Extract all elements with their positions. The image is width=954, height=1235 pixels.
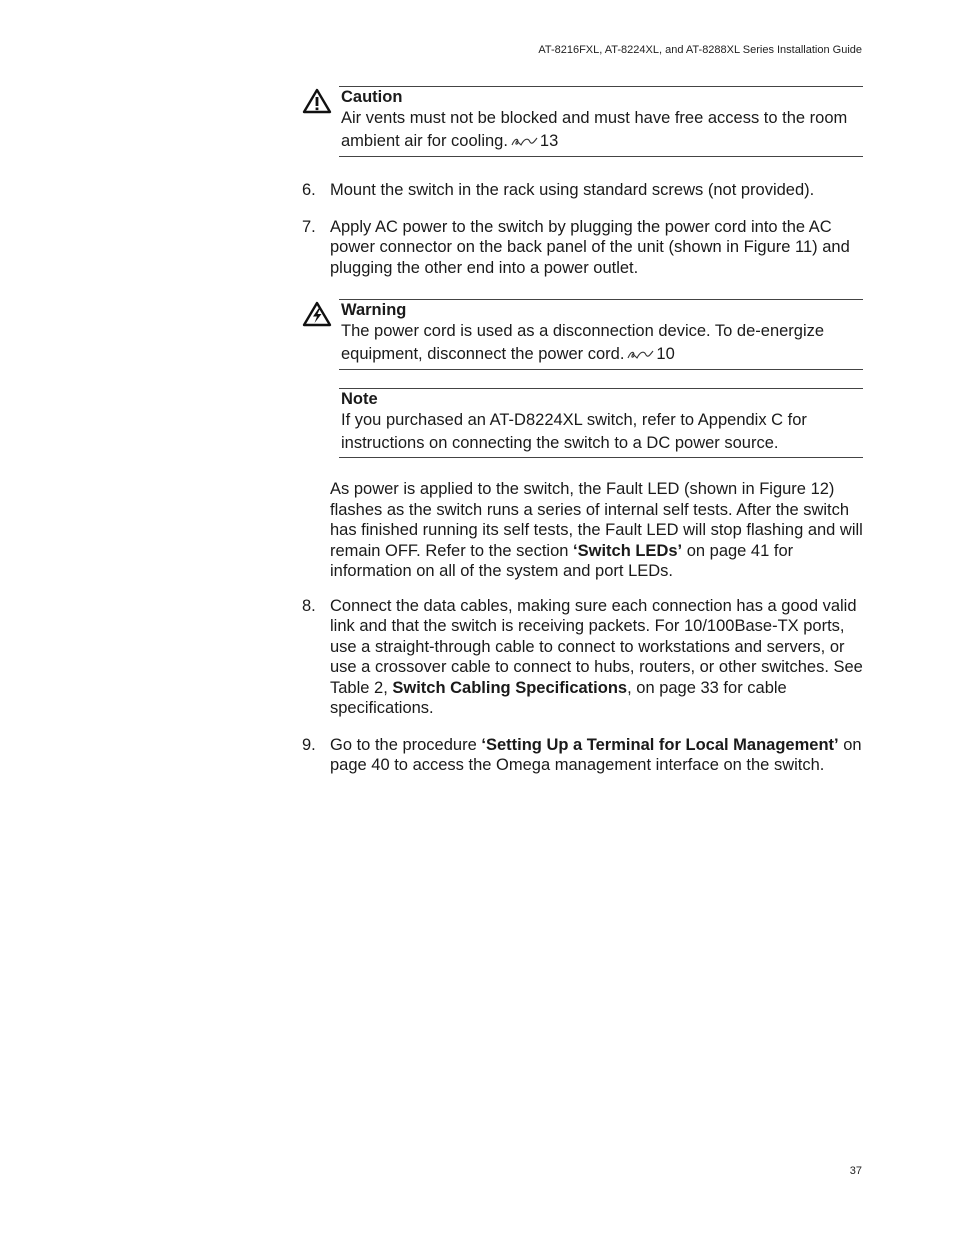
- electrical-hazard-icon: [302, 301, 332, 327]
- caution-body: Air vents must not be blocked and must have free access to the room ambient air for cooling. 13: [341, 107, 863, 153]
- table-reference: Switch Cabling Specifications: [392, 678, 628, 697]
- note-title: Note: [341, 390, 378, 408]
- power-paragraph: As power is applied to the switch, the Fault LED (shown in Figure 12) flashes as the switch runs a series of internal self tests. After the switch has finished running its self tests, the Fault LED will stop flashing and will remain OFF. Refer to the section ‘Switch LEDs’ on page 41 for information on all of the system and port LEDs.: [330, 480, 863, 580]
- step-6: 6. Mount the switch in the rack using standard screws (not provided).: [302, 181, 815, 199]
- procedure-reference: ‘Setting Up a Terminal for Local Management’: [481, 735, 839, 754]
- section-reference: ‘Switch LEDs’: [573, 541, 683, 560]
- note-body: If you purchased an AT-D8224XL switch, refer to Appendix C for instructions on connecting the switch to a DC power source.: [341, 411, 807, 452]
- step-8: 8. Connect the data cables, making sure each connection has a good valid link and that the switch is receiving packets. For 10/100Base-TX ports, use a straight-through cable to connect to workstations and servers, or use a crossover cable to connect to hubs, routers, or other switches. See Table 2, Switch Cabling Specifications, on page 33 for cable specifications.: [302, 596, 863, 717]
- warning-triangle-exclamation-icon: [302, 88, 332, 114]
- caution-title: Caution: [341, 88, 403, 106]
- step-7: 7. Apply AC power to the switch by plugging the power cord into the AC power connector on the back panel of the unit (shown in Figure 11) and plugging the other end into a power outlet.: [302, 217, 850, 277]
- warning-notice: [339, 299, 863, 370]
- reference-glyph-icon: [627, 344, 654, 367]
- reference-glyph-icon: [511, 131, 538, 154]
- warning-title: Warning: [341, 301, 407, 319]
- page-content: [302, 86, 863, 776]
- warning-body: The power cord is used as a disconnection device. To de-energize equipment, disconnect the power cord. 10: [341, 320, 863, 366]
- caution-notice: [339, 86, 863, 157]
- note-notice: [339, 388, 863, 458]
- page-number: 37: [849, 1165, 862, 1177]
- running-header: AT-8216FXL, AT-8224XL, and AT-8288XL Series Installation Guide: [538, 44, 862, 56]
- step-9: 9. Go to the procedure ‘Setting Up a Terminal for Local Management’ on page 40 to access the Omega management interface on the switch.: [302, 735, 862, 774]
